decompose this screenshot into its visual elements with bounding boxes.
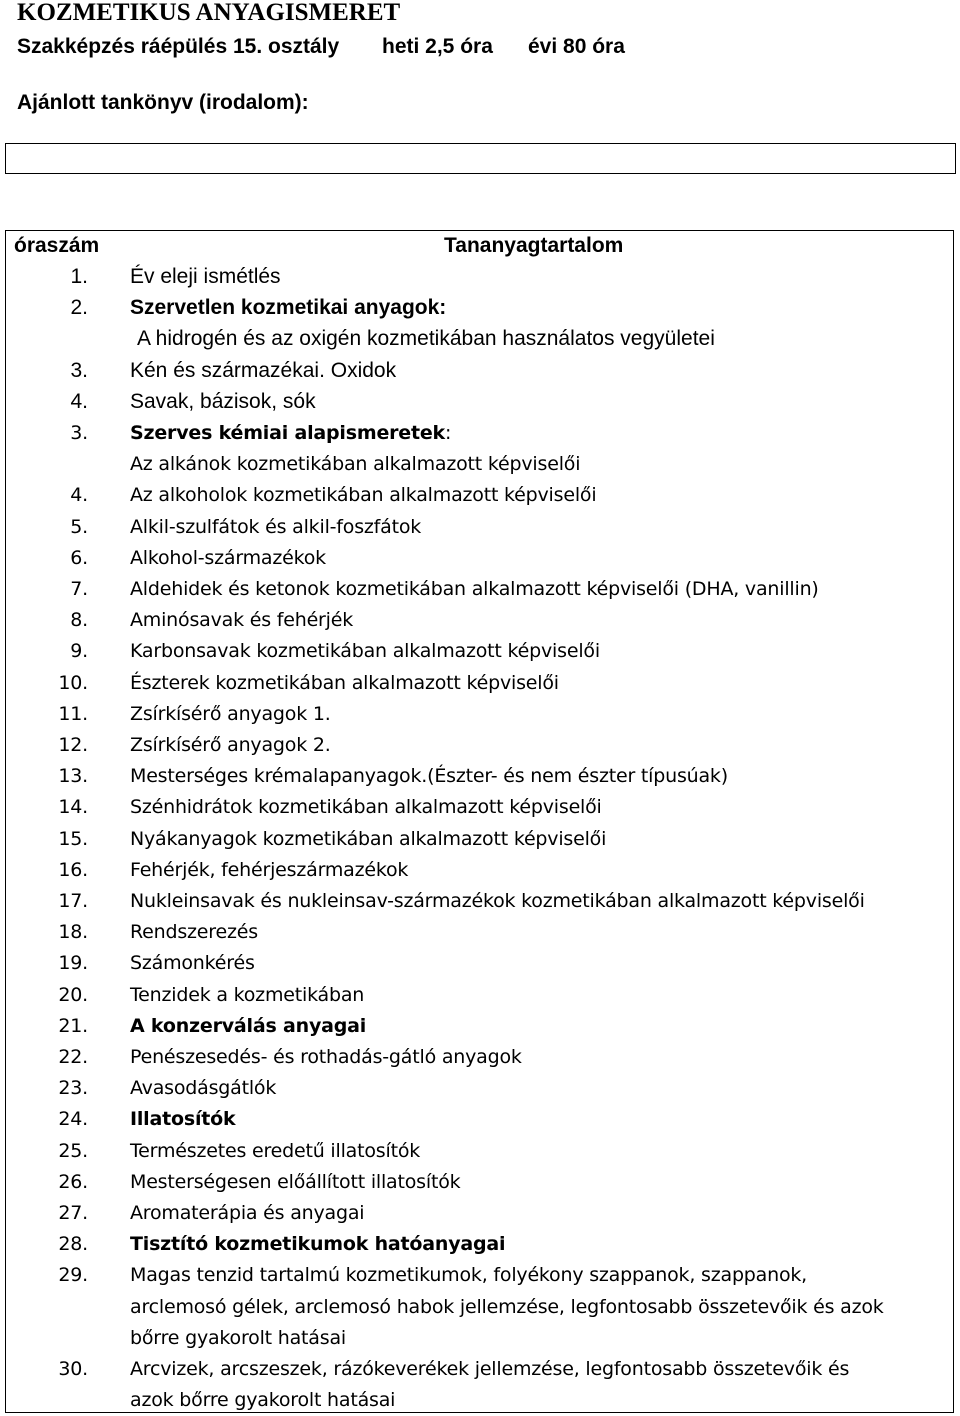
row-content-line: Karbonsavak kozmetikában alkalmazott képviselői — [130, 640, 600, 663]
row-content-line: Az alkoholok kozmetikában alkalmazott képviselői — [130, 484, 597, 507]
row-content-line: Alkohol-származékok — [130, 546, 326, 569]
row-number: 28. — [58, 1233, 88, 1256]
row-content-line: Mesterségesen előállított illatosítók — [130, 1170, 461, 1193]
row-number: 9. — [70, 640, 88, 663]
row-number: 6. — [70, 546, 88, 569]
row-number: 5. — [70, 515, 88, 538]
row-content-line: Aldehidek és ketonok kozmetikában alkalmazott képviselői (DHA, vanillin) — [130, 578, 819, 600]
row-content-line: Aromaterápia és anyagai — [130, 1202, 365, 1224]
row-number: 24. — [58, 1108, 88, 1131]
row-number: 17. — [58, 890, 88, 912]
row-number: 10. — [58, 671, 88, 694]
column-header-hours: óraszám — [14, 234, 100, 257]
row-content-line: arclemosó gélek, arclemosó habok jellemzése, legfontosabb összetevőik és azok — [130, 1295, 884, 1318]
weekly-hours: heti 2,5 óra — [382, 35, 493, 58]
row-content-line: Tenzidek a kozmetikában — [130, 983, 365, 1006]
row-number: 13. — [58, 765, 88, 788]
row-content-line: bőrre gyakorolt hatásai — [130, 1326, 346, 1349]
row-number: 22. — [58, 1046, 88, 1068]
row-number: 11. — [58, 702, 88, 725]
row-content-line: Év eleji ismétlés — [130, 265, 281, 288]
row-content-line: Észterek kozmetikában alkalmazott képviselői — [130, 671, 559, 694]
row-number: 1. — [70, 265, 88, 288]
row-number: 19. — [58, 952, 88, 975]
document-title: KOZMETIKUS ANYAGISMERET — [17, 0, 401, 26]
row-number: 18. — [58, 921, 88, 944]
row-content-line: Nukleinsavak és nukleinsav-származékok kozmetikában alkalmazott képviselői — [130, 890, 865, 912]
row-number: 7. — [70, 578, 88, 600]
row-content-line: Illatosítók — [130, 1108, 236, 1131]
row-number: 4. — [70, 484, 88, 507]
row-content-line: Zsírkísérő anyagok 2. — [130, 734, 331, 756]
row-content-line: Penészesedés- és rothadás-gátló anyagok — [130, 1046, 522, 1068]
row-number: 20. — [58, 983, 88, 1006]
row-content-line: Természetes eredetű illatosítók — [130, 1139, 421, 1162]
row-content-line: Szénhidrátok kozmetikában alkalmazott képviselői — [130, 796, 602, 819]
row-content-line: Magas tenzid tartalmú kozmetikumok, folyékony szappanok, szappanok, — [130, 1264, 808, 1287]
row-number: 21. — [58, 1014, 88, 1037]
row-content-line: Fehérjék, fehérjeszármazékok — [130, 858, 409, 881]
row-content-line: Arcvizek, arcszeszek, rázókeverékek jellemzése, legfontosabb összetevőik és — [130, 1358, 850, 1380]
row-number: 2. — [70, 296, 88, 320]
row-content-line: Aminósavak és fehérjék — [130, 609, 354, 632]
row-content-line: Alkil-szulfátok és alkil-foszfátok — [130, 515, 422, 538]
row-content-line: Savak, bázisok, sók — [130, 389, 316, 413]
row-content-line: Nyákanyagok kozmetikában alkalmazott képviselői — [130, 827, 607, 850]
row-number: 16. — [58, 858, 88, 881]
row-number: 8. — [70, 609, 88, 632]
yearly-hours: évi 80 óra — [528, 35, 625, 58]
textbook-label: Ajánlott tankönyv (irodalom): — [17, 91, 309, 114]
row-number: 27. — [58, 1202, 88, 1224]
column-header-content: Tananyagtartalom — [444, 234, 624, 257]
row-number: 29. — [58, 1264, 88, 1287]
row-number: 3. — [70, 422, 88, 444]
row-number: 30. — [58, 1358, 88, 1380]
row-number: 4. — [70, 389, 88, 413]
row-number: 14. — [58, 796, 88, 819]
class-info: Szakképzés ráépülés 15. osztály — [17, 35, 340, 58]
row-content-line: Szervetlen kozmetikai anyagok: — [130, 296, 447, 320]
row-content-line: A hidrogén és az oxigén kozmetikában használatos vegyületei — [137, 327, 715, 351]
row-number: 3. — [70, 358, 88, 382]
row-content-line: Tisztító kozmetikumok hatóanyagai — [130, 1233, 506, 1256]
row-content-line: Avasodásgátlók — [130, 1077, 277, 1100]
row-number: 15. — [58, 827, 88, 850]
row-number: 12. — [58, 734, 88, 756]
row-number: 25. — [58, 1139, 88, 1162]
row-content-line: Számonkérés — [130, 952, 255, 975]
row-number: 26. — [58, 1170, 88, 1193]
row-content-line: Mesterséges krémalapanyagok.(Észter- és nem észter típusúak) — [130, 765, 728, 788]
row-content-line: Zsírkísérő anyagok 1. — [130, 702, 331, 725]
row-content-line: A konzerválás anyagai — [130, 1014, 367, 1037]
row-number: 23. — [58, 1077, 88, 1100]
row-content-line: Rendszerezés — [130, 921, 258, 944]
row-content-line: Az alkánok kozmetikában alkalmazott képviselői — [130, 453, 581, 476]
row-content-line: Kén és származékai. Oxidok — [130, 358, 397, 382]
row-content-line: Szerves kémiai alapismeretek: — [130, 422, 452, 444]
row-content-line: azok bőrre gyakorolt hatásai — [130, 1389, 396, 1412]
